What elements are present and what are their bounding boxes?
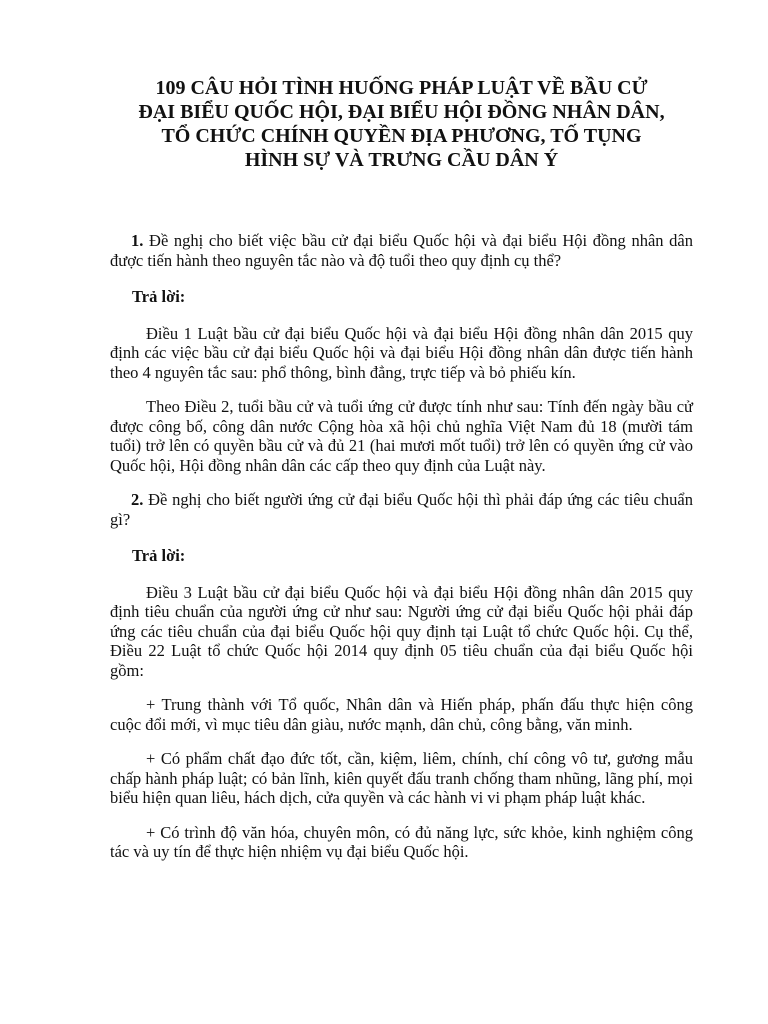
criteria-item: + Có trình độ văn hóa, chuyên môn, có đủ năng lực, sức khỏe, kinh nghiệm công tác và uy tín để thực hiện nhiệm vụ đại biểu Quốc hội. [110, 822, 693, 861]
answer-paragraph: Điều 1 Luật bầu cử đại biểu Quốc hội và đại biểu Hội đồng nhân dân 2015 quy định các việc bầu cử đại biểu Quốc hội và đại biểu Hội đồng nhân dân được tiến hành theo 4 nguyên tắc sau: phổ thông, bình đẳng, trực tiếp và bỏ phiếu kín. [110, 323, 693, 382]
title-line: ĐẠI BIỂU QUỐC HỘI, ĐẠI BIỂU HỘI ĐỒNG NHÂN DÂN, [138, 101, 665, 123]
answer-label: Trả lời: [132, 287, 186, 306]
title-line: 109 CÂU HỎI TÌNH HUỐNG PHÁP LUẬT VỀ BẦU CỬ [155, 77, 648, 99]
question-number: 1. [131, 231, 144, 250]
document-page [110, 76, 693, 862]
question-text: Đề nghị cho biết người ứng cử đại biểu Quốc hội thì phải đáp ứng các tiêu chuẩn gì? [110, 490, 693, 529]
title-line: TỔ CHỨC CHÍNH QUYỀN ĐỊA PHƯƠNG, TỐ TỤNG [161, 125, 642, 147]
question-text: Đề nghị cho biết việc bầu cử đại biểu Quốc hội và đại biểu Hội đồng nhân dân được tiến hành theo nguyên tắc nào và độ tuổi theo quy định cụ thể? [110, 231, 693, 270]
answer-paragraph: Theo Điều 2, tuổi bầu cử và tuổi ứng cử được tính như sau: Tính đến ngày bầu cử được công bố, công dân nước Cộng hòa xã hội chủ nghĩa Việt Nam đủ 18 (mười tám tuổi) trở lên có quyền bầu cử và đủ 21 (hai mươi mốt tuổi) trở lên có quyền ứng cử vào Quốc hội, Hội đồng nhân dân các cấp theo quy định của Luật này. [110, 397, 693, 475]
answer-paragraph: Điều 3 Luật bầu cử đại biểu Quốc hội và đại biểu Hội đồng nhân dân 2015 quy định tiêu chuẩn của người ứng cử như sau: Người ứng cử đại biểu Quốc hội phải đáp ứng các tiêu chuẩn của đại biểu Quốc hội quy định tại Luật tổ chức Quốc hội. Cụ thể, Điều 22 Luật tổ chức Quốc hội 2014 quy định 05 tiêu chuẩn của đại biểu Quốc hội gồm: [110, 582, 693, 680]
question-1 [110, 231, 693, 270]
title-line: HÌNH SỰ VÀ TRƯNG CẦU DÂN Ý [244, 149, 559, 171]
document-title [110, 76, 693, 172]
answer-label: Trả lời: [132, 546, 186, 565]
criteria-item: + Có phẩm chất đạo đức tốt, cần, kiệm, liêm, chính, chí công vô tư, gương mẫu chấp hành pháp luật; có bản lĩnh, kiên quyết đấu tranh chống tham nhũng, lãng phí, mọi biểu hiện quan liêu, hách dịch, cửa quyền và các hành vi vi phạm pháp luật khác. [110, 749, 693, 807]
question-2 [110, 490, 693, 529]
criteria-item: + Trung thành với Tổ quốc, Nhân dân và Hiến pháp, phấn đấu thực hiện công cuộc đổi mới, vì mục tiêu dân giàu, nước mạnh, dân chủ, công bằng, văn minh. [110, 695, 693, 734]
question-number: 2. [131, 490, 144, 509]
